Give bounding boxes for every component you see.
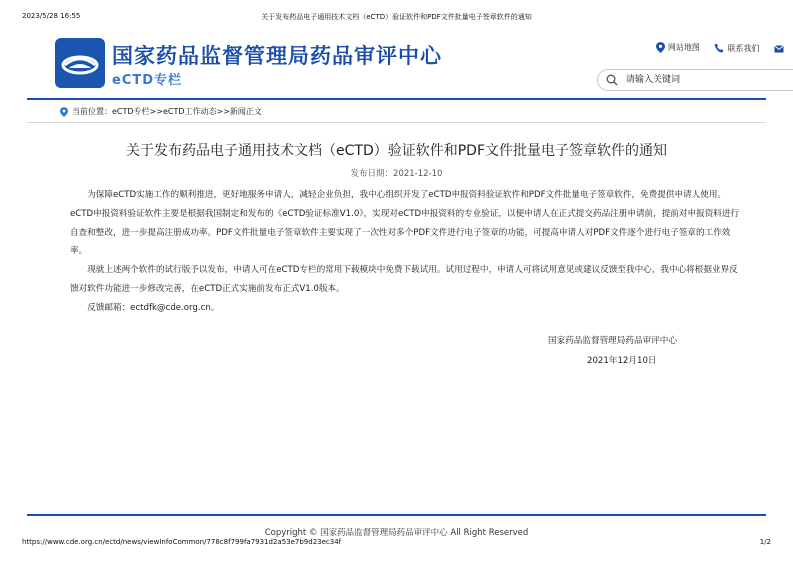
header-divider bbox=[27, 98, 766, 100]
article-body bbox=[70, 186, 742, 318]
site-header bbox=[55, 34, 793, 96]
contact-label: 联系我们 bbox=[727, 43, 760, 53]
print-page-number: 1/2 bbox=[759, 538, 771, 546]
mail-icon bbox=[774, 45, 784, 53]
search-input[interactable] bbox=[624, 74, 778, 86]
top-links bbox=[644, 42, 787, 55]
location-pin-icon bbox=[656, 42, 665, 53]
footer-divider bbox=[27, 514, 766, 516]
section-name[interactable]: eCTD专栏 bbox=[112, 73, 183, 88]
copyright-notice: Copyright © 国家药品监督管理局药品审评中心 All Right Reserved bbox=[264, 528, 529, 537]
article-paragraph: 为保障eCTD实施工作的顺利推进，更好地服务申请人，减轻企业负担，我中心组织开发了eCTD申报资料验证软件和PDF文件批量电子签章软件，免费提供申请人使用。eCTD申报资料验证软件主要是根据我国制定和发布的《eCTD验证标准V1.0》，实现对eCTD申报资料的专业验证，以便申请人在正式提交药品注册申请前，提前对申报资料进行自查和整改，进一步提高注册成功率。PDF文件批量电子签章软件主要实现了一次性对多个PDF文件进行电子签章的功能，可提高申请人对PDF文件逐个进行电子签章的工作效率。 bbox=[70, 190, 740, 257]
print-url: https://www.cde.org.cn/ectd/news/viewInfoCommon/778c8f799fa7931d2a53e7b9d23ec34f bbox=[22, 538, 342, 546]
article-title: 关于发布药品电子通用技术文档（eCTD）验证软件和PDF文件批量电子签章软件的通知 bbox=[126, 143, 667, 159]
article-paragraph: 现就上述两个软件的试行版予以发布，申请人可在eCTD专栏的常用下载模块中免费下载试用。试用过程中，申请人可将试用意见或建议反馈至我中心，我中心将根据业界反馈对软件功能进一步修改完善，在eCTD正式实施前发布正式V1.0版本。 bbox=[70, 265, 738, 294]
feedback-email: 反馈邮箱：ectdfk@cde.org.cn。 bbox=[87, 302, 220, 313]
signature-organization: 国家药品监督管理局药品审评中心 bbox=[548, 336, 677, 346]
search-box[interactable] bbox=[597, 69, 793, 91]
breadcrumb bbox=[60, 106, 262, 117]
breadcrumb-label: 当前位置： bbox=[72, 107, 112, 116]
breadcrumb-divider bbox=[27, 122, 766, 123]
print-document-title: 关于发布药品电子通用技术文档（eCTD）验证软件和PDF文件批量电子签章软件的通知 bbox=[261, 13, 532, 21]
print-timestamp: 2023/5/28 16:55 bbox=[22, 12, 81, 20]
contact-link[interactable] bbox=[714, 43, 759, 54]
location-pin-icon bbox=[60, 107, 68, 117]
phone-icon bbox=[714, 43, 724, 53]
sitemap-label: 网站地图 bbox=[667, 43, 700, 52]
mail-link[interactable] bbox=[774, 45, 787, 53]
breadcrumb-path[interactable]: eCTD专栏>>eCTD工作动态>>新闻正文 bbox=[112, 107, 262, 116]
signature-date: 2021年12月10日 bbox=[587, 356, 657, 366]
logo-icon[interactable] bbox=[55, 38, 105, 88]
search-icon[interactable] bbox=[606, 74, 618, 86]
sitemap-link[interactable] bbox=[656, 42, 700, 53]
publish-date: 发布日期：2021-12-10 bbox=[350, 169, 443, 179]
site-name[interactable]: 国家药品监督管理局药品审评中心 bbox=[112, 44, 442, 68]
